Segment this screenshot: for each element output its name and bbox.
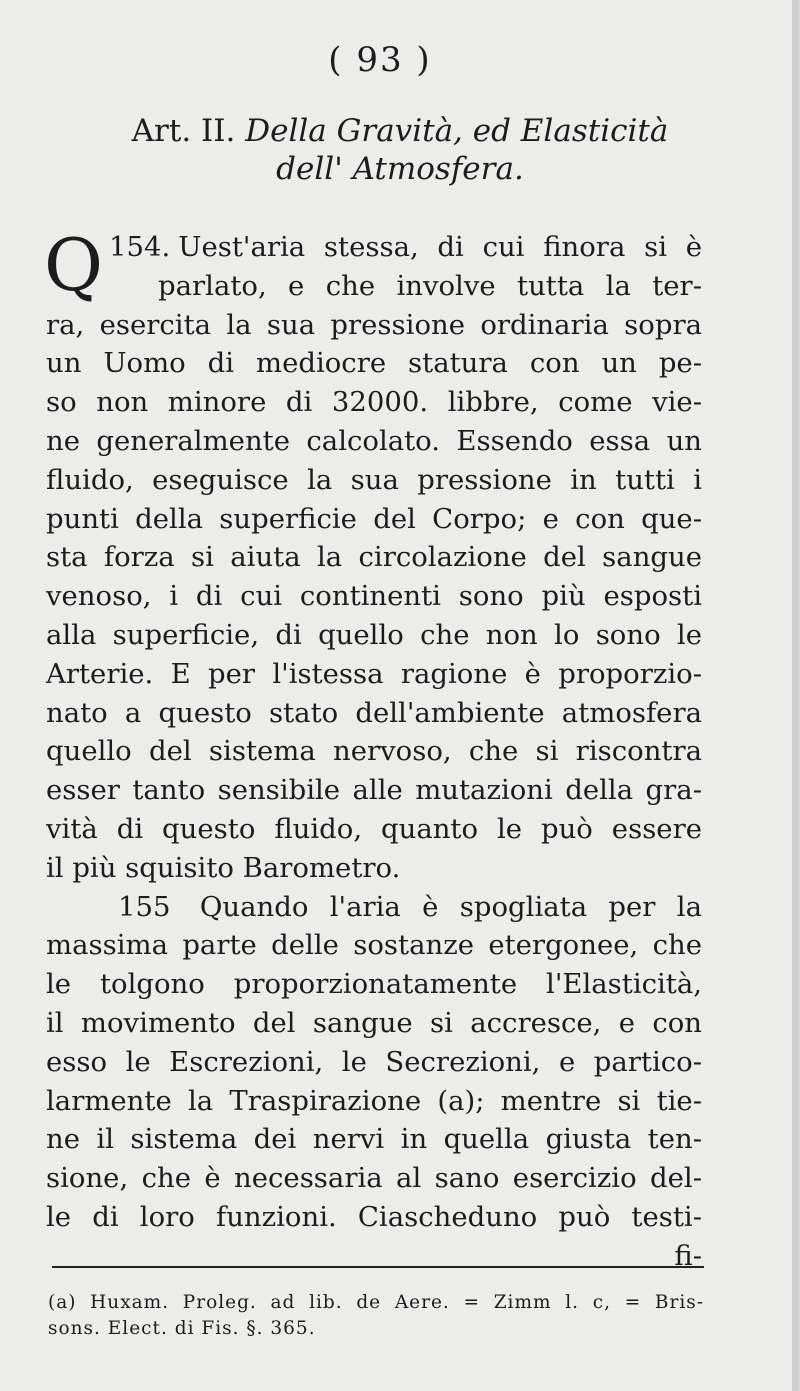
section-heading <box>60 112 740 188</box>
text-line <box>46 888 702 927</box>
line-text: Quando l'aria è spogliata per la <box>199 890 702 923</box>
body-text <box>44 223 702 1276</box>
text-line: so non minore di 32000. libbre, come vie- <box>46 386 702 419</box>
heading-prefix: Art. II. <box>131 113 236 149</box>
text-line: fluido, eseguisce la sua pressione in tutti i <box>46 463 702 496</box>
heading-subtitle: dell' Atmosfera. <box>276 151 524 187</box>
text-line: parlato, e che involve tutta la ter- <box>158 269 702 302</box>
text-line: sione, che è necessaria al sano esercizio del- <box>46 1162 702 1195</box>
text-line: vità di questo fluido, quanto le può essere <box>46 812 702 845</box>
text-line: le di loro funzioni. Ciascheduno può testi- <box>46 1200 702 1233</box>
drop-cap: Q <box>44 223 104 307</box>
text-line: le tolgono proporzionatamente l'Elasticità, <box>46 968 702 1001</box>
text-line: massima parte delle sostanze etergonee, che <box>46 929 702 962</box>
text-line: il movimento del sangue si accresce, e con <box>46 1006 702 1039</box>
heading-line-1 <box>60 112 740 150</box>
paragraph-number: 154. <box>109 231 171 263</box>
text-line: ra, esercita la sua pressione ordinaria sopra <box>46 308 702 341</box>
footnote-rule <box>52 1266 704 1268</box>
text-line: Arterie. E per l'istessa ragione è proporzio- <box>46 657 702 690</box>
text-line: venoso, i di cui continenti sono più esposti <box>46 580 702 613</box>
footnote <box>48 1290 704 1342</box>
text-line: nato a questo stato dell'ambiente atmosfera <box>46 696 702 729</box>
text-line: quello del sistema nervoso, che si riscontra <box>46 735 702 768</box>
paragraph-155 <box>46 888 702 1276</box>
footnote-line: (a) Huxam. Proleg. ad lib. de Aere. = Zimm l. c, = Bris- <box>48 1292 704 1313</box>
text-line: esso le Escrezioni, le Secrezioni, e partico- <box>46 1045 702 1078</box>
text-line: il più squisito Barometro. <box>46 851 401 884</box>
text-line: ne generalmente calcolato. Essendo essa un <box>46 424 702 457</box>
text-line: alla superficie, di quello che non lo sono le <box>46 618 702 651</box>
heading-title: Della Gravità, ed Elasticità <box>245 113 669 149</box>
text-line: sta forza si aiuta la circolazione del sangue <box>46 541 702 574</box>
text-line: ne il sistema dei nervi in quella giusta ten- <box>46 1123 702 1156</box>
paragraph-number: 155 <box>118 890 171 923</box>
heading-line-2 <box>60 150 740 188</box>
text-line: esser tanto sensibile alle mutazioni della gra- <box>46 774 702 807</box>
page-number: ( 93 ) <box>328 40 432 80</box>
footnote-line: sons. Elect. di Fis. §. 365. <box>48 1318 316 1339</box>
paragraph-154 <box>44 223 702 888</box>
catchword: fi- <box>674 1239 702 1272</box>
text-line: punti della superficie del Corpo; e con que- <box>46 502 702 535</box>
line-text: Uest'aria stessa, di cui finora si è <box>178 231 702 263</box>
text-line: un Uomo di mediocre statura con un pe- <box>46 347 702 380</box>
text-line: larmente la Traspirazione (a); mentre si tie- <box>46 1084 702 1117</box>
